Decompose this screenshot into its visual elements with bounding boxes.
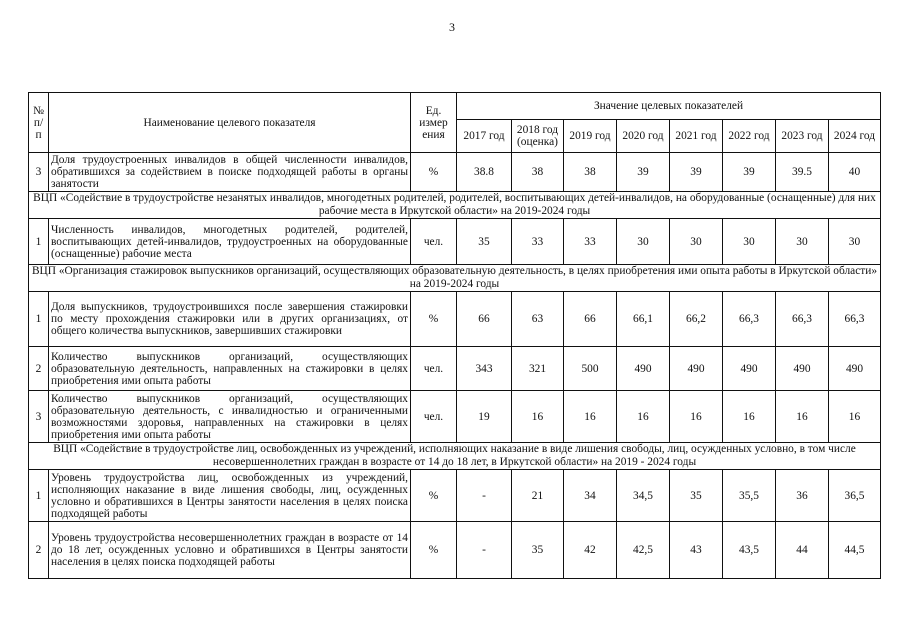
section-row [29, 192, 881, 219]
indicator-name: Численность инвалидов, многодетных родителей, родителей, воспитывающих детей-инвалидов, трудоустроенных на оборудованные (оснащенные) рабочие места [49, 219, 411, 265]
indicator-name: Количество выпускников организаций, осуществляющих образовательную деятельность, направленных на стажировки в целях приобретения ими опыта работы [49, 347, 411, 391]
indicator-value: 490 [776, 347, 829, 391]
indicator-value: 35 [457, 219, 512, 265]
header-year: 2024 год [829, 120, 881, 153]
indicator-value: 34 [564, 470, 617, 522]
indicator-value: 66,3 [776, 292, 829, 347]
indicator-value: 44,5 [829, 522, 881, 579]
indicator-value: 16 [670, 391, 723, 443]
header-year: 2022 год [723, 120, 776, 153]
program-section-title: ВЦП «Содействие в трудоустройстве незанятых инвалидов, многодетных родителей, родителей, воспитывающих детей-инвалидов, на оборудованные (оснащенные) для них рабочие места в Иркутской области» на 2019-2024 годы [29, 192, 881, 219]
header-row [29, 93, 881, 120]
indicator-value: 39.5 [776, 153, 829, 192]
table-row [29, 522, 881, 579]
header-unit: Ед. измер ения [411, 93, 457, 153]
indicator-value: 16 [617, 391, 670, 443]
indicator-value: 490 [829, 347, 881, 391]
indicator-value: 42,5 [617, 522, 670, 579]
header-year: 2021 год [670, 120, 723, 153]
indicator-unit: чел. [411, 391, 457, 443]
row-num: 2 [29, 347, 49, 391]
indicator-name: Количество выпускников организаций, осуществляющих образовательную деятельность, с инвалидностью и ограниченными возможностями здоровья, направленных на стажировки в целях приобретения ими опыта работы [49, 391, 411, 443]
indicator-value: 35 [512, 522, 564, 579]
indicator-value: 36 [776, 470, 829, 522]
indicator-value: 16 [512, 391, 564, 443]
table-row [29, 292, 881, 347]
indicator-value: 43 [670, 522, 723, 579]
indicator-name: Уровень трудоустройства лиц, освобожденных из учреждений, исполняющих наказание в виде лишения свободы, лиц, осужденных условно и обратившихся в Центры занятости населения в целях поиска подходящей работы [49, 470, 411, 522]
indicator-value: 16 [776, 391, 829, 443]
indicator-value: 66,1 [617, 292, 670, 347]
indicator-value: 16 [829, 391, 881, 443]
indicator-value: 30 [723, 219, 776, 265]
indicator-value: 16 [723, 391, 776, 443]
row-num: 2 [29, 522, 49, 579]
indicator-value: 39 [670, 153, 723, 192]
indicator-value: 66,2 [670, 292, 723, 347]
indicator-value: 36,5 [829, 470, 881, 522]
indicator-value: 38 [564, 153, 617, 192]
indicator-value: 33 [564, 219, 617, 265]
indicator-unit: % [411, 292, 457, 347]
indicator-value: 66,3 [829, 292, 881, 347]
row-num: 1 [29, 292, 49, 347]
indicator-value: 30 [617, 219, 670, 265]
table-row [29, 153, 881, 192]
indicator-value: 19 [457, 391, 512, 443]
page-number: 3 [449, 20, 455, 34]
indicator-value: 38.8 [457, 153, 512, 192]
table-row [29, 391, 881, 443]
table-row [29, 470, 881, 522]
indicator-name: Доля выпускников, трудоустроившихся после завершения стажировки по месту прохождения стажировки или в других организациях, от общего количества выпускников, завершивших стажировки [49, 292, 411, 347]
indicator-value: 63 [512, 292, 564, 347]
indicator-value: 66 [457, 292, 512, 347]
section-row [29, 443, 881, 470]
indicator-value: 321 [512, 347, 564, 391]
header-indicator-name: Наименование целевого показателя [49, 93, 411, 153]
header-year: 2023 год [776, 120, 829, 153]
row-num: 3 [29, 391, 49, 443]
indicator-value: 30 [776, 219, 829, 265]
row-num: 1 [29, 219, 49, 265]
indicator-value: 40 [829, 153, 881, 192]
indicator-value: 39 [617, 153, 670, 192]
indicator-unit: % [411, 470, 457, 522]
header-year: 2018 год (оценка) [512, 120, 564, 153]
indicator-value: 66,3 [723, 292, 776, 347]
header-year: 2019 год [564, 120, 617, 153]
row-num: 1 [29, 470, 49, 522]
indicator-value: 44 [776, 522, 829, 579]
indicator-value: 34,5 [617, 470, 670, 522]
table-row [29, 347, 881, 391]
header-num: № п/п [29, 93, 49, 153]
row-num: 3 [29, 153, 49, 192]
indicator-value: 39 [723, 153, 776, 192]
indicator-value: 66 [564, 292, 617, 347]
program-section-title: ВЦП «Содействие в трудоустройстве лиц, освобожденных из учреждений, исполняющих наказание в виде лишения свободы, лиц, осужденных условно, в том числе несовершеннолетних граждан в возрасте от 14 до 18 лет, в Иркутской области» на 2019 - 2024 годы [29, 443, 881, 470]
section-row [29, 265, 881, 292]
indicator-value: 38 [512, 153, 564, 192]
table-row [29, 219, 881, 265]
indicator-value: 35,5 [723, 470, 776, 522]
indicator-unit: % [411, 522, 457, 579]
indicator-value: 35 [670, 470, 723, 522]
header-year: 2017 год [457, 120, 512, 153]
indicator-value: 490 [723, 347, 776, 391]
indicator-value: - [457, 522, 512, 579]
indicator-value: 21 [512, 470, 564, 522]
indicator-unit: чел. [411, 219, 457, 265]
indicator-value: 16 [564, 391, 617, 443]
indicator-name: Уровень трудоустройства несовершеннолетних граждан в возрасте от 14 до 18 лет, осужденных условно и обратившихся в Центры занятости населения в целях поиска подходящей работы [49, 522, 411, 579]
indicator-value: 43,5 [723, 522, 776, 579]
program-section-title: ВЦП «Организация стажировок выпускников организаций, осуществляющих образовательную деятельность, в целях приобретения ими опыта работы в Иркутской области» на 2019-2024 годы [29, 265, 881, 292]
indicator-value: 343 [457, 347, 512, 391]
header-year: 2020 год [617, 120, 670, 153]
target-indicators-table [28, 92, 881, 579]
indicator-name: Доля трудоустроенных инвалидов в общей численности инвалидов, обратившихся за содействием в поиске подходящей работы в органы занятости [49, 153, 411, 192]
indicator-value: 490 [617, 347, 670, 391]
indicator-unit: чел. [411, 347, 457, 391]
indicator-value: 490 [670, 347, 723, 391]
indicator-unit: % [411, 153, 457, 192]
indicator-value: 42 [564, 522, 617, 579]
header-values-title: Значение целевых показателей [457, 93, 881, 120]
indicator-value: 500 [564, 347, 617, 391]
indicator-value: - [457, 470, 512, 522]
indicator-value: 30 [670, 219, 723, 265]
indicator-value: 30 [829, 219, 881, 265]
indicator-value: 33 [512, 219, 564, 265]
